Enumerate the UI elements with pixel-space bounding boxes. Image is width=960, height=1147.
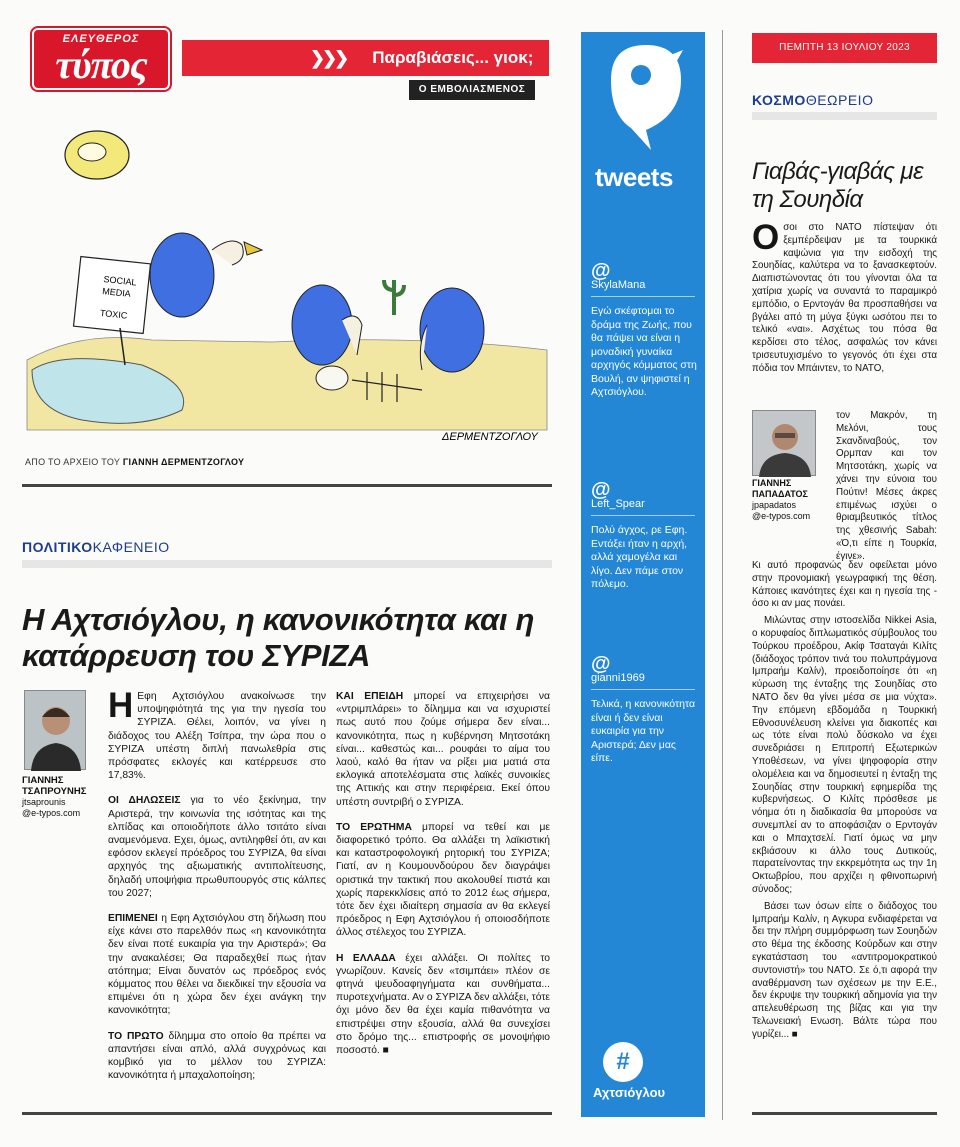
author-name: ΓΙΑΝΝΗΣ ΤΣΑΠΡΟΥΝΗΣ [22,775,87,797]
caption-name: ΓΙΑΝΝΗ ΔΕΡΜΕΝΤΖΟΓΛΟΥ [122,457,245,467]
tweet-text: Εγώ σκέφτομαι το δράμα της Ζωής, που θα πάψει να είναι η μοναδική γυναίκα αρχηγός κόμματος στη Βουλή, αν ψηφιστεί η Αχτσιόγλου. [591,305,697,398]
right-author-email: @e-typos.com [752,511,811,521]
right-column-wrap [836,410,937,560]
right-column-bottom [752,560,937,1120]
date-bar: ΠΕΜΠΤΗ 13 ΙΟΥΛΙΟΥ 2023 [752,33,937,63]
avatar [25,691,87,771]
tweet-handle[interactable]: Left_Spear [591,497,645,510]
masthead-logo [32,28,170,90]
paragraph: ΟΙ ΔΗΛΩΣΕΙΣ για το νέο ξεκίνημα, την Αριστερά, την κοινωνία της ισότητας και της ελπίδας και οποιοδήποτε άλλο τσιτάτο είναι αναμενόμενα. Εχει, όμως, αντιληφθεί ότι, αν και εφόσον εκλεγεί πρόεδρος του ΣΥΡΙΖΑ, θα είναι αρχηγός της αξιωματικής αντιπολίτευσης, δηλαδή υποψήφια πρωθυπουργός στις κάλπες του 2027; [108,795,326,899]
right-author-byline [752,478,832,522]
paragraph: ΚΑΙ ΕΠΕΙΔΗ μπορεί να επιχειρήσει να «ντριμπλάρει» το δίλημμα και να ισχυριστεί πως αυτό που ζούμε σήμερα δεν είναι... κανονικότητα, πως η κυβέρνηση Μητσοτάκη είναι... καθεστώς και... ρουφάει το αίμα του λαού, καλό θα ήταν να ρίξει μια ματιά στα εκλογικά αποτελέσματα στις λαϊκές συνοικίες της Αττικής και στην περιφέρεια. Εκεί όπου υπέστη συντριβή ο ΣΥΡΙΖΑ. [336,691,550,808]
tweet-item [591,479,699,592]
section-label-right [752,92,873,108]
right-paragraph-2: Μιλώντας στην ιστοσελίδα Nikkei Asia, ο κορυφαίος διπλωματικός σύμβουλος του Τούρκου προέδρου, Ακίφ Τσαταγάι Κιλίτς (διάδοχος τρόπον τινά του πολυπράγμονα Ιμπραήμ Καλίν), προειδοποίησε ότι «η κύρωση της ένταξης της Σουηδίας στο ΝΑΤΟ δεν θα γίνει μέσα σε μια νύχτα». Την επόμενη εβδομάδα η Τουρκική Εθνοσυνέλευση κλείνει για διακοπές και ως τότε είναι πολύ δύσκολο να έχει συνεδριάσει η Επιτροπή Εξωτερικών Υποθέσεων, να γίνει ψηφοφορία στην ολομέλεια και να δημοσιευτεί η ένταξη της Σουηδίας στην τουρκική εφημερίδα της κυβερνήσεως. Ο Κιλίτς πρόσθεσε με νόημα ότι η διαδικασία θα μπορούσε να συνεμπλεί αν το αποφάσιζαν ο Ερντογάν και ο Μπαχτσελί. Γιατί όμως να μην εκβιάσουν κι άλλο τους Δυτικούς, παρατείνοντας την εκκρεμότητα ως την 1η Οκτωβρίου, που αρχίζει η φθινοπωρινή σύνοδος; [752,615,937,895]
tweets-title: tweets [595,162,673,192]
at-icon: @ [591,260,611,282]
right-author-handle: jpapadatos [752,500,797,510]
sign-line-1: SOCIAL [103,274,137,288]
article-column-2 [336,690,550,1110]
section-rule-right [752,112,937,120]
tweet-bird-icon [601,40,687,160]
column-author-tag: Ο ΕΜΒΟΛΙΑΣΜΕΝΟΣ [409,80,535,100]
author-photo [24,690,86,770]
sun-icon [65,131,129,179]
right-column-top [752,218,937,410]
author-handle: jtsaprounis [22,797,66,807]
tweet-rule [591,689,695,690]
hashtag-icon: # [603,1042,643,1082]
paragraph: ΤΟ ΠΡΩΤΟ δίλημμα στο οποίο θα πρέπει να απαντήσει είναι απλό, αλλά συγχρόνως και κομβικό για το μέλλον του ΣΥΡΙΖΑ: κανονικότητα ή μπαχαλοποίηση; [108,1030,326,1082]
tweet-rule [591,515,695,516]
paragraph: Η ΕΛΛΑΔΑ έχει αλλάξει. Οι πολίτες το γνωρίζουν. Κανείς δεν «τσιμπάει» πλέον σε φτηνά ψευδοαφηγήματα και συνθήματα... πυροτεχνήματα. Αν ο ΣΥΡΙΖΑ δεν αλλάξει, τότε όχι μόνο δεν θα έχει καμία πιθανότητα να επιστρέψει στην εξουσία, αλλά θα συνεχίσει στο δρόμο της... επιστροφής σε μονοψήφιο ποσοστό. ■ [336,952,550,1057]
tweet-item [591,653,699,766]
author-byline [22,775,100,819]
right-headline: Γιαβάς-γιαβάς με τη Σουηδία [752,158,924,213]
bottom-rule-right [752,1112,937,1115]
bird-vulture-1 [150,233,262,317]
kosmo-normal: ΘΕΩΡΕΙΟ [805,92,874,108]
section-normal: ΚΑΦΕΝΕΙΟ [92,539,170,555]
right-author-photo [752,410,816,476]
cartoon-caption [25,457,244,467]
masthead-top: ΕΛΕΥΘΕΡΟΣ [62,33,140,45]
author-email: @e-typos.com [22,808,81,818]
right-paragraph-1-cont: τον Μακρόν, τη Μελόνι, τους Σκανδιναβούς, τον Ορμπαν και τον Μητσοτάκη, χωρίς να χάνει την εύνοια του Πούτιν! Μέσες άκρες επιμένως ισχύει ο θριαμβευτικός τίτλος της χθεσινής Sabah: «Ό,τι είπε η Τουρκία, έγινε». [836,410,937,562]
tweet-item [591,260,699,400]
sign-line-2: MEDIA [101,285,132,299]
section-rule [22,560,552,568]
bird-vulture-3 [420,288,484,372]
divider [22,484,552,487]
section-bold: ΠΟΛΙΤΙΚΟ [22,539,93,555]
cartoon-signature: ΔΕΡΜΕΝΤΖΟΓΛΟΥ [442,431,538,443]
chevrons-icon: ❯❯❯ [310,47,347,68]
sign-line-3: TOXIC [99,307,128,321]
cactus-icon [384,280,404,315]
tweet-rule [591,296,695,297]
kosmo-bold: ΚΟΣΜΟ [752,92,806,108]
article-headline: Η Αχτσιόγλου, η κανονικότητα και η κατάρρευση του ΣΥΡΙΖΑ [22,602,535,673]
right-paragraph-1-end: Κι αυτό προφανώς δεν οφείλεται μόνο στην προνομιακή γεωγραφική της θέση. Κάποιες ικανότητες έχει και η ηγεσία της - όσο κι αν μας πονάει. [752,560,937,610]
tweet-handle[interactable]: gianni1969 [591,671,645,684]
dropcap: Η [108,686,134,725]
paragraph: Η Εφη Αχτσιόγλου ανακοίνωσε την υποψηφιότητά της για την ηγεσία του ΣΥΡΙΖΑ. Θέλει, λοιπόν, να γίνει η διάδοχος του Αλέξη Τσίπρα, την ώρα που ο ΣΥΡΙΖΑ υπέστη διπλή πανωλεθρία στις πρόσφατες εκλογές και κατέρρευσε στο 17,83%. [108,686,326,782]
at-icon: @ [591,479,611,501]
right-paragraph-1: σοι στο ΝΑΤΟ πίστεψαν ότι ξεμπέρδεψαν με τα τουρκικά καψώνια για την εισδοχή της Σουηδίας, καλύτερα να το ξανασκεφτούν. Διαπιστώνοντας ότι του γίνονται όλα τα χατίρια χωρίς να συναντά το παραμικρό εμπόδιο, ο Ερντογάν θα προσπαθήσει να βγάλει από τη μύγα ξύγκι ωσότου πει το τελικό «ναι». Ασχέτως του πόσα θα κερδίσει στο τέλος, ασφαλώς τον κάνει τρισευτυχισμένο το γεγονός ότι έχει στα πόδια τον Μπάιντεν, το ΝΑΤΟ, [752,222,937,374]
column-title: Παραβιάσεις... γιοκ; [372,48,534,67]
at-icon: @ [591,653,611,675]
column-title-bar [182,40,549,76]
tweets-panel [581,32,705,1117]
paragraph: ΤΟ ΕΡΩΤΗΜΑ μπορεί να τεθεί και με διαφορετικό τρόπο. Θα αλλάξει τη λαϊκιστική και καταστροφολογική ρητορική του ΣΥΡΙΖΑ; Γιατί, αν η Κουμουνδούρου δεν διαγράψει οριστικά την τακτική που ακολουθεί πιστά και χωρίς παρεκκλίσεις από το 2012 έως σήμερα, τότε δεν έχει ιδιαίτερη σημασία αν θα εκλεγεί πρόεδρος η Εφη Αχτσιόγλου ή οποιοσδήποτε άλλος στέλεχος του ΣΥΡΙΖΑ. [336,821,550,939]
hashtag-label[interactable]: Αχτσιόγλου [593,1085,666,1100]
column-divider [722,30,723,1120]
article-column-1 [108,686,326,1110]
right-paragraph-3: Βάσει των όσων είπε ο διάδοχος του Ιμπραήμ Καλίν, η Αγκυρα ενδιαφέρεται να δει την πλήρη συμμόρφωση των Σουηδών στο θέμα της έκδοσης Κούρδων και στην εγκατάσταση του «αντιτρομοκρατικού συντονιστή» του ΝΑΤΟ. Σε ό,τι αφορά την αναθέρμανση των σχέσεων με την Ε.Ε., δεν έκρυψε την τουρκική αδημονία για την απελευθέρωση της βίζας και για την Τελωνειακή Ενωση. Βάλτε τώρα που γυρίζει... ■ [752,900,937,1040]
right-author-name: ΓΙΑΝΝΗΣ ΠΑΠΑΔΑΤΟΣ [752,478,808,499]
dropcap-right: Ο [752,218,780,257]
cartoon-illustration [22,110,552,450]
caption-prefix: ΑΠΟ ΤΟ ΑΡΧΕΙΟ ΤΟΥ [25,457,121,467]
bottom-rule [22,1112,552,1115]
avatar [753,411,817,477]
tweet-text: Τελικά, η κανονικότητα είναι ή δεν είναι ευκαιρία για την Αριστερά; Δεν μας είπε. [591,698,696,764]
masthead-name: τύπος [55,42,147,87]
tweet-text: Πολύ άγχος, ρε Εφη. Εντάξει ήταν η αρχή, αλλά χαμογέλα και λίγο. Δεν πάμε στον πόλεμο. [591,524,688,590]
paragraph: ΕΠΙΜΕΝΕΙ η Εφη Αχτσιόγλου στη δήλωση που είχε κάνει στο παρελθόν πως «η κανονικότητα δεν είναι ποτέ ευκαιρία για την Αριστερά»; Θα την ανακαλέσει; Θα παραδεχθεί πως ήταν ατόπημα; Είναι δυνατόν ως πρόεδρος ενός κόμματος που θέλει να διεκδικεί την εξουσία να επιμένει ότι η χώρα δεν έχει ανάγκη την κανονικότητα; [108,913,326,1017]
tweet-handle[interactable]: SkylaMana [591,278,646,291]
section-label [22,539,170,555]
